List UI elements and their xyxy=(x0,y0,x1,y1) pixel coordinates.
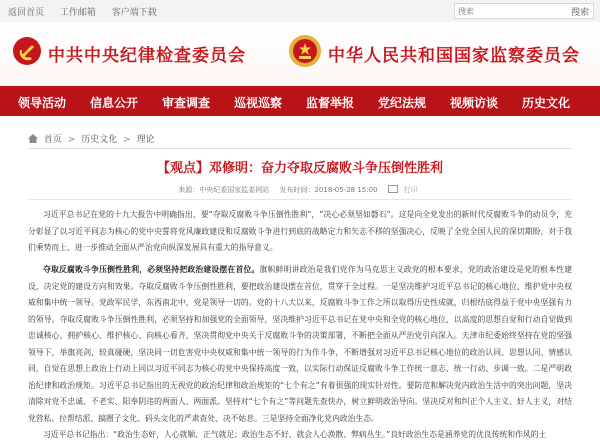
breadcrumb-page[interactable]: 理论 xyxy=(136,135,155,145)
nav-regulations[interactable]: 党纪法规 xyxy=(378,96,427,110)
paragraph-body: 旗帜鲜明讲政治是我们党作为马克思主义政党的根本要求，党的政治建设是党的根本性建设，决定党的建设方向和效果。夺取反腐败斗争压倒性胜利，要把政治建设摆在首位，贯穿于全过程。一是坚决维护习近平总书记的核心地位、维护党中央权威和集中统一领导。党政军民学，东西南北中，党是领导一切的。党的十八大以来，反腐败斗争工作之所以取得历史性成就，归根结底得益于党中央坚强有力的领导。夺取反腐败斗争压倒性胜利，必须坚持和加强党的全面领导，坚决维护习近平总书记在党中央和全党的核心地位，以高度的思想自觉和行动自觉做到忠诚核心、拥护核心、维护核心、向核心看齐，坚决贯彻党中央关于反腐败斗争的决策部署，不断把全面从严治党引向深入。天津市纪委始终坚持在党的坚强领导下，举旗亮剑，较真碰硬，坚决同一切危害党中央权威和集中统一领导的行为作斗争，不断增强对习近平总书记核心地位的政治认同、思想认同、情感认同，自觉在思想上政治上行动上同以习近平同志为核心的党中央保持高度一致，以实际行动保证反腐败斗争工作统一意志、统一行动、步调一致。二是严明政治纪律和政治规矩。习近平总书记指出的无视党的政治纪律和政治规矩的“七个有之”有着很强的现实针对性。要防范和解决党内政治生活中的突出问题，坚决清除对党不忠诚、不老实、阳奉阴违的两面人、两面派。坚持对“七个有之”等问题先查快办，树立鲜明政治导向。坚决反对和纠正个人主义、好人主义，对结党营私、拉帮结派、搞圈子文化、码头文化的严肃查处、决不姑息。三是坚持全面净化党内政治生态。 xyxy=(28,265,572,423)
national-emblem-icon xyxy=(288,34,322,68)
article-paragraph-2 xyxy=(28,262,572,427)
top-utility-bar xyxy=(0,0,600,23)
nav-history[interactable]: 历史文化 xyxy=(522,96,571,110)
divider xyxy=(28,148,572,149)
article-title: 【观点】邓修明：奋力夺取反腐败斗争压倒性胜利 xyxy=(156,161,443,176)
nav-video[interactable]: 视频访谈 xyxy=(450,96,499,110)
home-link[interactable]: 返回首页 xyxy=(8,8,45,18)
article-source: 来源：中央纪委国家监委网站 xyxy=(178,186,270,194)
nav-report[interactable]: 监督举报 xyxy=(306,96,355,110)
breadcrumb-separator: > xyxy=(67,135,76,145)
print-icon xyxy=(388,185,398,193)
breadcrumb xyxy=(28,132,155,145)
article-date: 发布时间：2018-05-28 15:00 xyxy=(279,186,378,194)
main-nav xyxy=(0,86,600,116)
article-meta xyxy=(0,185,600,195)
print-button[interactable] xyxy=(388,186,422,194)
nav-inspection[interactable]: 巡视巡察 xyxy=(234,96,283,110)
paragraph-lead: 夺取反腐败斗争压倒性胜利，必须坚持把政治建设摆在首位。 xyxy=(43,265,260,274)
breadcrumb-separator: > xyxy=(123,135,131,145)
nav-investigation[interactable]: 审查调查 xyxy=(162,96,211,110)
breadcrumb-section[interactable]: 历史文化 xyxy=(81,135,118,145)
top-links xyxy=(8,5,170,18)
print-label: 打印 xyxy=(403,186,418,194)
nsc-title: 中华人民共和国国家监察委员会 xyxy=(328,46,580,66)
email-link[interactable]: 工作邮箱 xyxy=(59,8,96,18)
cpc-ccdi-title: 中共中央纪律检查委员会 xyxy=(48,46,246,66)
client-download-link[interactable]: 客户端下载 xyxy=(111,8,157,18)
party-emblem-icon xyxy=(12,36,42,66)
site-header xyxy=(0,22,600,86)
divider xyxy=(28,199,572,200)
article-paragraph-1: 习近平总书记在党的十九大报告中明确指出，要“夺取反腐败斗争压倒性胜利”，“决心必须坚如磐石”。这是向全党发出的新时代反腐败斗争的动员令，充分彰显了以习近平同志为核心的党中央誓将党风廉政建设和反腐败斗争进行到底的战略定力和矢志不移的坚强决心，反映了全党全国人民的深切期盼，对于我们乘势而上、进一步推动全面从严治党向纵深发展具有重大的指导意义。 xyxy=(28,210,572,252)
home-icon xyxy=(28,134,38,143)
nav-leadership[interactable]: 领导活动 xyxy=(18,96,67,110)
search-input[interactable] xyxy=(458,6,566,16)
breadcrumb-home[interactable]: 首页 xyxy=(43,135,62,145)
article-paragraph-3: 习近平总书记指出：“政治生态好，人心就顺、正气就足；政治生态不好，就会人心涣散、弊病丛生。”良好政治生态是涵养党的优良传统和作风的土 xyxy=(43,430,547,439)
search-box xyxy=(454,3,594,19)
nav-info-disclosure[interactable]: 信息公开 xyxy=(90,96,139,110)
search-button[interactable]: 搜索 xyxy=(570,8,589,18)
